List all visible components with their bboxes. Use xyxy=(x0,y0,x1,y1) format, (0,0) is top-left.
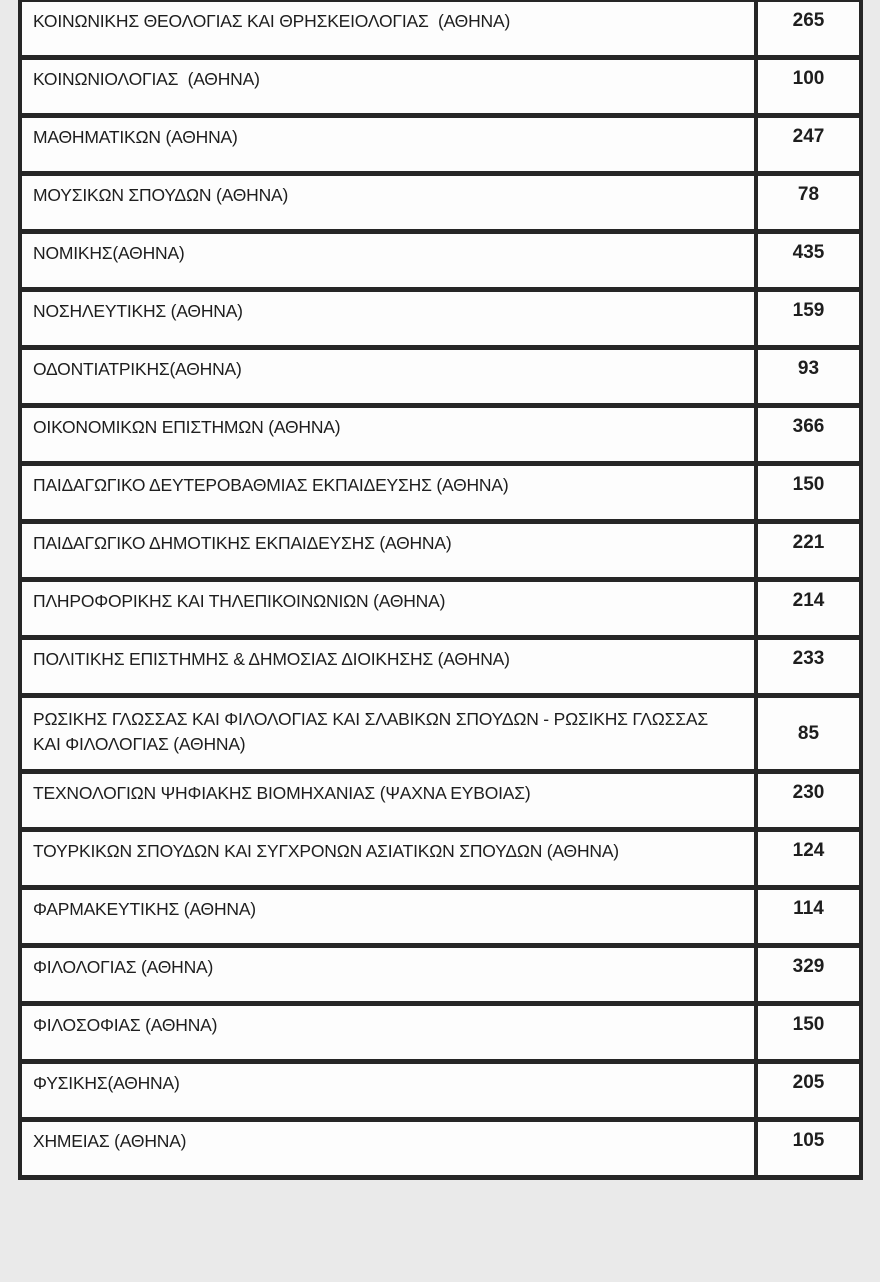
count-cell: 150 xyxy=(756,1004,861,1062)
table-row xyxy=(20,1062,861,1120)
table-row xyxy=(20,696,861,772)
table-row xyxy=(20,116,861,174)
count-cell: 205 xyxy=(756,1062,861,1120)
table-row xyxy=(20,174,861,232)
department-cell: ΡΩΣΙΚΗΣ ΓΛΩΣΣΑΣ ΚΑΙ ΦΙΛΟΛΟΓΙΑΣ ΚΑΙ ΣΛΑΒΙΚΩΝ ΣΠΟΥΔΩΝ - ΡΩΣΙΚΗΣ ΓΛΩΣΣΑΣ ΚΑΙ ΦΙΛΟΛΟΓΙΑΣ (ΑΘΗΝΑ) xyxy=(20,696,756,772)
department-cell: ΚΟΙΝΩΝΙΚΗΣ ΘΕΟΛΟΓΙΑΣ ΚΑΙ ΘΡΗΣΚΕΙΟΛΟΓΙΑΣ (ΑΘΗΝΑ) xyxy=(20,0,756,58)
count-cell: 230 xyxy=(756,772,861,830)
table-row xyxy=(20,830,861,888)
table-row xyxy=(20,772,861,830)
table-body xyxy=(20,0,861,1178)
department-cell: ΠΑΙΔΑΓΩΓΙΚΟ ΔΗΜΟΤΙΚΗΣ ΕΚΠΑΙΔΕΥΣΗΣ (ΑΘΗΝΑ) xyxy=(20,522,756,580)
department-cell: ΚΟΙΝΩΝΙΟΛΟΓΙΑΣ (ΑΘΗΝΑ) xyxy=(20,58,756,116)
department-cell: ΝΟΜΙΚΗΣ(ΑΘΗΝΑ) xyxy=(20,232,756,290)
department-cell: ΦΙΛΟΛΟΓΙΑΣ (ΑΘΗΝΑ) xyxy=(20,946,756,1004)
count-cell: 221 xyxy=(756,522,861,580)
department-cell: ΜΟΥΣΙΚΩΝ ΣΠΟΥΔΩΝ (ΑΘΗΝΑ) xyxy=(20,174,756,232)
count-cell: 233 xyxy=(756,638,861,696)
count-cell: 93 xyxy=(756,348,861,406)
department-cell: ΟΙΚΟΝΟΜΙΚΩΝ ΕΠΙΣΤΗΜΩΝ (ΑΘΗΝΑ) xyxy=(20,406,756,464)
count-cell: 78 xyxy=(756,174,861,232)
count-cell: 265 xyxy=(756,0,861,58)
count-cell: 105 xyxy=(756,1120,861,1178)
count-cell: 214 xyxy=(756,580,861,638)
table-row xyxy=(20,522,861,580)
department-cell: ΤΟΥΡΚΙΚΩΝ ΣΠΟΥΔΩΝ ΚΑΙ ΣΥΓΧΡΟΝΩΝ ΑΣΙΑΤΙΚΩΝ ΣΠΟΥΔΩΝ (ΑΘΗΝΑ) xyxy=(20,830,756,888)
department-cell: ΜΑΘΗΜΑΤΙΚΩΝ (ΑΘΗΝΑ) xyxy=(20,116,756,174)
table-row xyxy=(20,464,861,522)
count-cell: 150 xyxy=(756,464,861,522)
department-cell: ΠΟΛΙΤΙΚΗΣ ΕΠΙΣΤΗΜΗΣ & ΔΗΜΟΣΙΑΣ ΔΙΟΙΚΗΣΗΣ (ΑΘΗΝΑ) xyxy=(20,638,756,696)
table-row xyxy=(20,580,861,638)
table-row xyxy=(20,58,861,116)
table-row xyxy=(20,406,861,464)
department-cell: ΧΗΜΕΙΑΣ (ΑΘΗΝΑ) xyxy=(20,1120,756,1178)
department-cell: ΠΛΗΡΟΦΟΡΙΚΗΣ ΚΑΙ ΤΗΛΕΠΙΚΟΙΝΩΝΙΩΝ (ΑΘΗΝΑ) xyxy=(20,580,756,638)
departments-table xyxy=(18,0,863,1180)
table-row xyxy=(20,946,861,1004)
department-cell: ΦΥΣΙΚΗΣ(ΑΘΗΝΑ) xyxy=(20,1062,756,1120)
table-row xyxy=(20,1120,861,1178)
department-cell: ΦΙΛΟΣΟΦΙΑΣ (ΑΘΗΝΑ) xyxy=(20,1004,756,1062)
table-row xyxy=(20,1004,861,1062)
count-cell: 435 xyxy=(756,232,861,290)
department-cell: ΟΔΟΝΤΙΑΤΡΙΚΗΣ(ΑΘΗΝΑ) xyxy=(20,348,756,406)
departments-table-wrapper xyxy=(18,0,863,1180)
department-cell: ΤΕΧΝΟΛΟΓΙΩΝ ΨΗΦΙΑΚΗΣ ΒΙΟΜΗΧΑΝΙΑΣ (ΨΑΧΝΑ ΕΥΒΟΙΑΣ) xyxy=(20,772,756,830)
table-row xyxy=(20,888,861,946)
count-cell: 114 xyxy=(756,888,861,946)
count-cell: 85 xyxy=(756,696,861,772)
count-cell: 366 xyxy=(756,406,861,464)
department-cell: ΦΑΡΜΑΚΕΥΤΙΚΗΣ (ΑΘΗΝΑ) xyxy=(20,888,756,946)
table-row xyxy=(20,0,861,58)
department-cell: ΠΑΙΔΑΓΩΓΙΚΟ ΔΕΥΤΕΡΟΒΑΘΜΙΑΣ ΕΚΠΑΙΔΕΥΣΗΣ (ΑΘΗΝΑ) xyxy=(20,464,756,522)
count-cell: 124 xyxy=(756,830,861,888)
table-row xyxy=(20,348,861,406)
table-row xyxy=(20,290,861,348)
count-cell: 247 xyxy=(756,116,861,174)
count-cell: 159 xyxy=(756,290,861,348)
count-cell: 329 xyxy=(756,946,861,1004)
count-cell: 100 xyxy=(756,58,861,116)
table-row xyxy=(20,638,861,696)
table-row xyxy=(20,232,861,290)
department-cell: ΝΟΣΗΛΕΥΤΙΚΗΣ (ΑΘΗΝΑ) xyxy=(20,290,756,348)
